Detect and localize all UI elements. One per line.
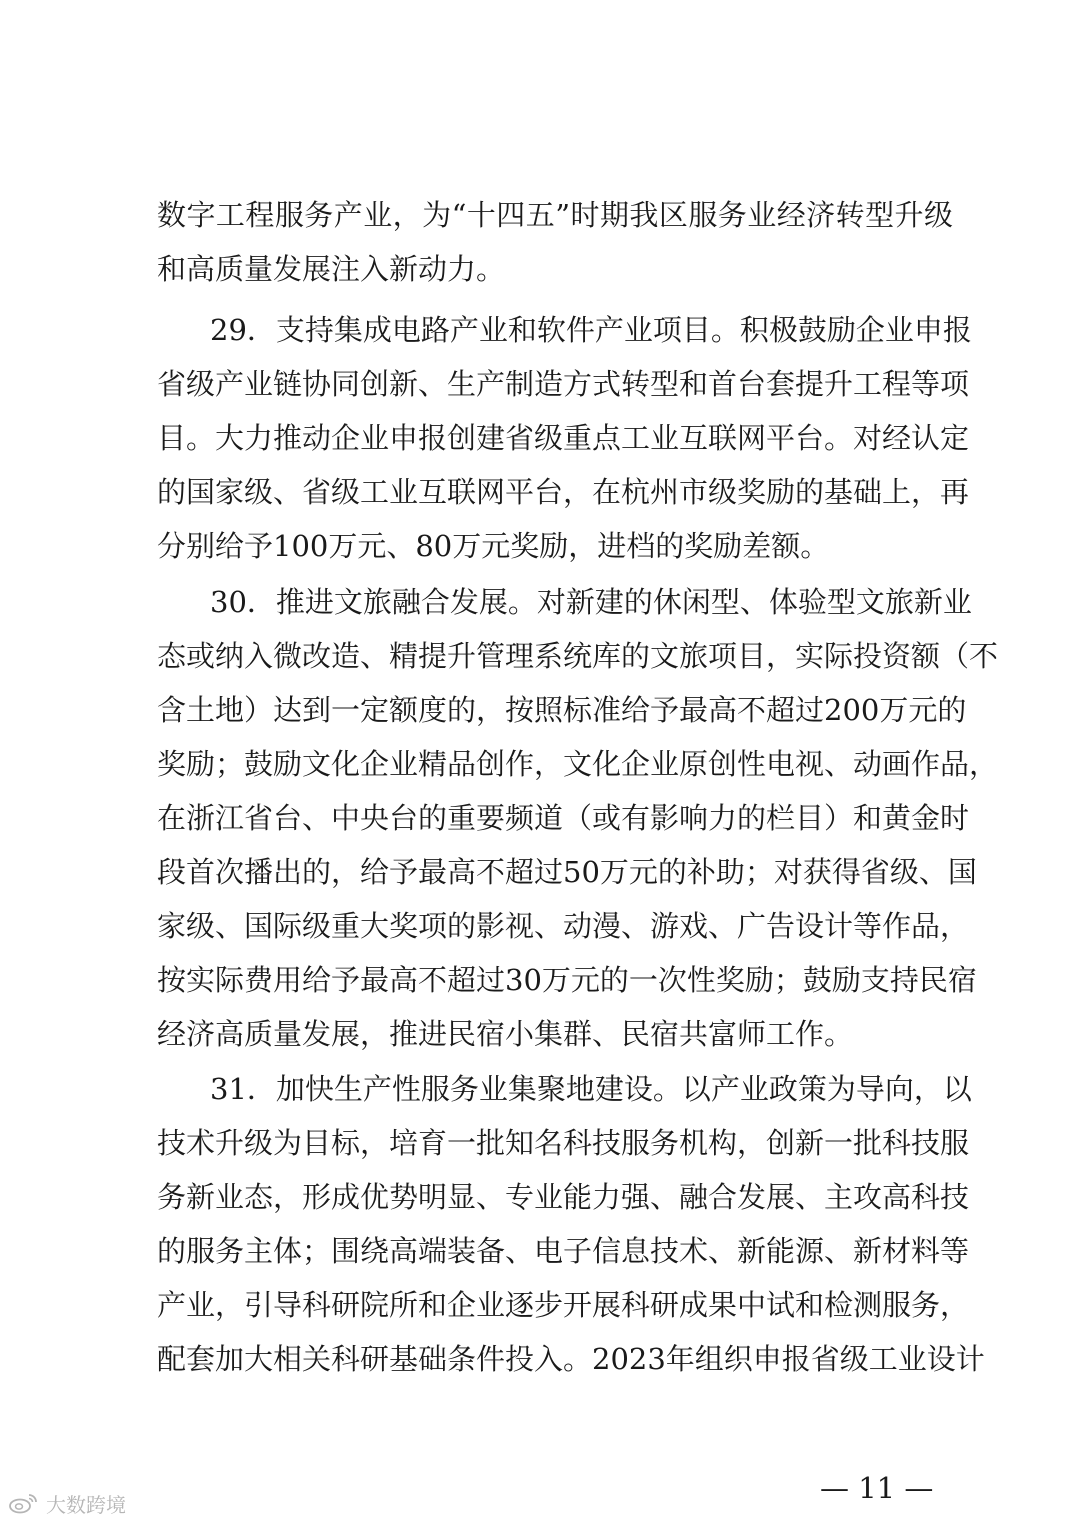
text-line-5: 目。大力推动企业申报创建省级重点工业互联网平台。对经认定	[157, 421, 970, 455]
text-line-2: 和高质量发展注入新动力。	[157, 252, 506, 286]
text-line-12: 在浙江省台、中央台的重要频道（或有影响力的栏目）和黄金时	[157, 801, 970, 835]
text-line-13: 段首次播出的，给予最高不超过50万元的补助；对获得省级、国	[157, 855, 977, 889]
text-line-16: 经济高质量发展，推进民宿小集群、民宿共富师工作。	[157, 1017, 854, 1051]
text-line-15: 按实际费用给予最高不超过30万元的一次性奖励；鼓励支持民宿	[157, 963, 977, 997]
text-line-4: 省级产业链协同创新、生产制造方式转型和首台套提升工程等项	[157, 367, 970, 401]
text-line-14: 家级、国际级重大奖项的影视、动漫、游戏、广告设计等作品，	[157, 909, 970, 943]
text-line-3: 29．支持集成电路产业和软件产业项目。积极鼓励企业申报	[210, 313, 972, 347]
text-line-21: 产业，引导科研院所和企业逐步开展科研成果中试和检测服务，	[157, 1288, 970, 1322]
text-line-10: 含土地）达到一定额度的，按照标准给予最高不超过200万元的	[157, 693, 967, 727]
text-line-6: 的国家级、省级工业互联网平台，在杭州市级奖励的基础上，再	[157, 475, 970, 509]
watermark-text: 大数跨境	[46, 1492, 126, 1517]
text-line-17: 31．加快生产性服务业集聚地建设。以产业政策为导向，以	[210, 1072, 972, 1106]
text-line-11: 奖励；鼓励文化企业精品创作，文化企业原创性电视、动画作品，	[157, 747, 999, 781]
watermark	[8, 1488, 126, 1518]
text-line-18: 技术升级为目标，培育一批知名科技服务机构，创新一批科技服	[157, 1126, 970, 1160]
text-line-7: 分别给予100万元、80万元奖励，进档的奖励差额。	[157, 529, 830, 563]
weibo-logo-icon	[8, 1492, 40, 1514]
text-line-22: 配套加大相关科研基础条件投入。2023年组织申报省级工业设计	[157, 1342, 985, 1376]
text-line-20: 的服务主体；围绕高端装备、电子信息技术、新能源、新材料等	[157, 1234, 970, 1268]
text-line-1: 数字工程服务产业，为“十四五”时期我区服务业经济转型升级	[157, 198, 953, 232]
page-number: — 11 —	[820, 1471, 934, 1505]
text-line-8: 30．推进文旅融合发展。对新建的休闲型、体验型文旅新业	[210, 585, 972, 619]
text-line-19: 务新业态，形成优势明显、专业能力强、融合发展、主攻高科技	[157, 1180, 970, 1214]
text-line-9: 态或纳入微改造、精提升管理系统库的文旅项目，实际投资额（不	[157, 639, 999, 673]
